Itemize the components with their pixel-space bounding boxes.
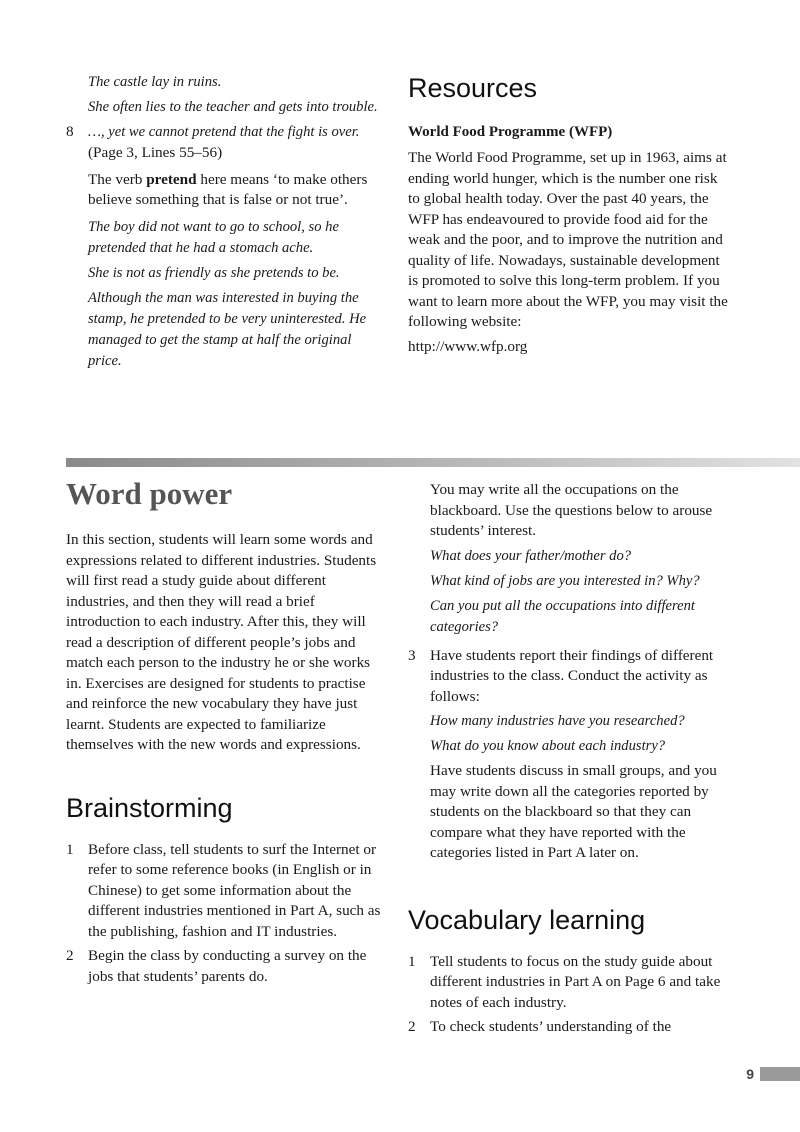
item-text: Begin the class by conducting a survey on the jobs that students’ parents do. [88, 947, 367, 985]
item-number: 2 [408, 1018, 416, 1035]
section-divider-bar [66, 458, 800, 467]
example-sentence: She often lies to the teacher and gets into trouble. [88, 99, 378, 115]
item-number: 2 [66, 947, 74, 964]
continuation-text: You may write all the occupations on the blackboard. Use the questions below to arouse students’ interest. [430, 481, 713, 539]
numbered-item-8 [66, 122, 381, 372]
question: How many industries have you researched? [430, 713, 685, 729]
list-item [66, 946, 386, 987]
item-number: 1 [408, 952, 416, 970]
example-sentence: The boy did not want to go to school, so he pretended that he had a stomach ache. [88, 218, 339, 256]
item-number: 8 [66, 123, 74, 140]
verb-explanation-post: here means ‘to make others believe something that is false or not true’. [88, 170, 368, 208]
resources-heading: Resources [408, 73, 538, 103]
brainstorming-list [66, 840, 386, 988]
example-sentence: The castle lay in ruins. [88, 74, 222, 90]
example-sentence: She is not as friendly as she pretends to be. [88, 264, 340, 281]
question: What do you know about each industry? [430, 738, 666, 754]
left-bottom-column [66, 476, 386, 987]
item-number: 1 [66, 840, 74, 858]
question: Can you put all the occupations into different categories? [430, 597, 695, 635]
item-text: Have students report their findings of different industries to the class. Conduct the activity as follows: [430, 646, 714, 705]
list-item [408, 1017, 733, 1038]
word-power-body: In this section, students will learn some words and expressions related to different industries. Students will first read a study guide about different industries, and then they will read a brief introduction to each industry. After this, they will read a description of different people’s jobs and match each person to the industry he or she works in. Exercises are designed for students to practise and reinforce the new vocabulary they have just learnt. Students are expected to familiarize themselves with the new words and expressions. [66, 531, 377, 753]
resources-section [408, 72, 733, 357]
key-word: pretend [146, 170, 197, 188]
resources-body: The World Food Programme, set up in 1963, aims at ending world hunger, which is the number one risk to global health today. Over the past 40 years, the WFP has endeavoured to provide food aid for the weak and the poor, and to improve the nutrition and quality of life. Nowadays, sustainable development is promoted to solve this long-term problem. If you want to learn more about the WFP, you may visit the following website: [408, 149, 728, 330]
item-quote [88, 122, 381, 164]
verb-explanation-pre: The verb [88, 170, 147, 188]
item-text: To check students’ understanding of the [430, 1018, 672, 1035]
question: What does your father/mother do? [430, 547, 632, 564]
left-top-column [66, 72, 381, 372]
item-number: 3 [408, 646, 416, 664]
item-text: Tell students to focus on the study guide about different industries in Part A on Page 6 and take notes of each industry. [430, 952, 721, 1011]
page-number: 9 [746, 1066, 754, 1082]
right-bottom-column [408, 480, 733, 1038]
example-sentence: Although the man was interested in buying the stamp, he pretended to be very uninterested. He managed to get the stamp at half the original price. [88, 289, 367, 369]
resources-url[interactable]: http://www.wfp.org [408, 337, 528, 355]
numbered-item-3 [408, 646, 733, 864]
brainstorming-heading: Brainstorming [66, 792, 233, 823]
vocabulary-list [408, 952, 733, 1038]
list-item [66, 840, 386, 943]
page-tab-marker [760, 1067, 800, 1081]
item-text: Before class, tell students to surf the Internet or refer to some reference books (in English or in Chinese) to get some information about the different industries mentioned in Part A, such as the publishing, fashion and IT industries. [88, 840, 381, 940]
list-item [408, 952, 733, 1014]
page-footer [746, 1066, 800, 1082]
quote-reference: (Page 3, Lines 55–56) [88, 144, 223, 161]
word-power-heading: Word power [66, 476, 233, 511]
question: What kind of jobs are you interested in? Why? [430, 572, 700, 589]
resources-subheading: World Food Programme (WFP) [408, 124, 613, 140]
item-text: Have students discuss in small groups, and you may write down all the categories reported by students on the blackboard so that they can compare what they have reported with the categories listed in Part A later on. [430, 762, 717, 861]
verb-explanation [88, 170, 381, 211]
quote-text: …, yet we cannot pretend that the fight is over. [88, 124, 360, 140]
vocabulary-learning-heading: Vocabulary learning [408, 904, 646, 935]
